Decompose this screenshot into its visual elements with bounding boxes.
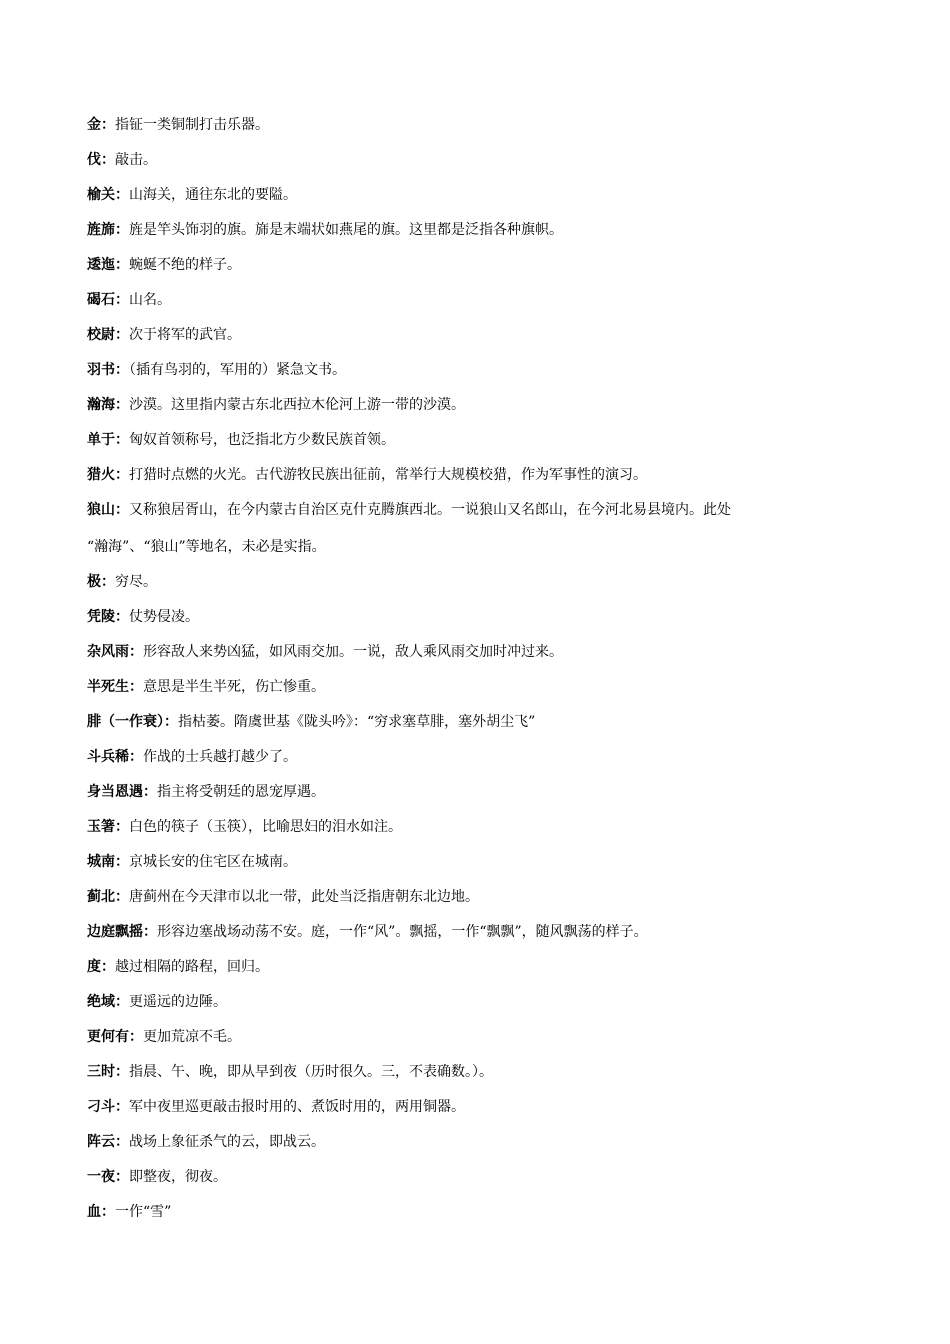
entry-term: 血 [87, 1204, 101, 1220]
entry-separator: ： [115, 994, 129, 1010]
entry-separator: ： [129, 1029, 143, 1045]
entry-definition: 更加荒凉不毛。 [143, 1029, 241, 1045]
entry-term: 榆关 [87, 187, 115, 203]
entry-separator: ： [115, 1064, 129, 1080]
entry-separator: ： [129, 644, 143, 660]
entry-term: 碣石 [87, 292, 115, 308]
glossary-entry [87, 326, 877, 345]
entry-term: 半死生 [87, 679, 129, 695]
entry-definition: 又称狼居胥山，在今内蒙古自治区克什克腾旗西北。一说狼山又名郎山，在今河北易县境内。此处 [129, 502, 731, 518]
entry-term: 极 [87, 574, 101, 590]
glossary-entry [87, 431, 877, 450]
glossary-entry [87, 466, 877, 485]
glossary-entry [87, 1098, 877, 1117]
glossary-entry [87, 1063, 877, 1082]
entry-separator: ： [115, 609, 129, 625]
entry-term: 狼山 [87, 502, 115, 518]
entry-separator: ： [115, 187, 129, 203]
entry-definition: 意思是半生半死，伤亡惨重。 [143, 679, 325, 695]
entry-separator: ： [101, 574, 115, 590]
entry-term: 玉箸 [87, 819, 115, 835]
entry-separator: ： [143, 784, 157, 800]
entry-definition: 越过相隔的路程，回归。 [115, 959, 269, 975]
entry-definition: 京城长安的住宅区在城南。 [129, 854, 297, 870]
entry-term: 一夜 [87, 1169, 115, 1185]
entry-separator: ： [115, 432, 129, 448]
glossary-entry [87, 923, 877, 942]
entry-separator: ： [143, 924, 157, 940]
entry-term: 杂风雨 [87, 644, 129, 660]
glossary-entry [87, 573, 877, 592]
entry-separator: ： [115, 1169, 129, 1185]
glossary-entry [87, 993, 877, 1012]
entry-definition: （插有鸟羽的，军用的）紧急文书。 [129, 362, 346, 378]
entry-term: 刁斗 [87, 1099, 115, 1115]
entry-term: 更何有 [87, 1029, 129, 1045]
entry-definition-continued: “瀚海”、“狼山”等地名，未必是实指。 [87, 539, 326, 555]
glossary-entry [87, 361, 877, 380]
entry-term: 凭陵 [87, 609, 115, 625]
entry-separator: ： [115, 1099, 129, 1115]
entry-definition: 打猎时点燃的火光。古代游牧民族出征前，常举行大规模校猎，作为军事性的演习。 [129, 467, 647, 483]
entry-definition: 作战的士兵越打越少了。 [143, 749, 297, 765]
entry-term: 度 [87, 959, 101, 975]
entry-term: 伐 [87, 152, 101, 168]
glossary-entry [87, 678, 877, 697]
entry-term: 金 [87, 117, 101, 133]
glossary-entry [87, 256, 877, 275]
entry-definition: 匈奴首领称号，也泛指北方少数民族首领。 [129, 432, 395, 448]
entry-term: 腓（一作衰） [87, 714, 164, 730]
entry-definition: 更遥远的边陲。 [129, 994, 227, 1010]
entry-term: 猎火 [87, 467, 115, 483]
glossary-entry [87, 608, 877, 627]
glossary-entry [87, 713, 877, 732]
entry-definition: 唐蓟州在今天津市以北一带，此处当泛指唐朝东北边地。 [129, 889, 479, 905]
glossary-entry [87, 396, 877, 415]
glossary-entry [87, 151, 877, 170]
entry-definition: 穷尽。 [115, 574, 157, 590]
entry-separator: ： [101, 1204, 115, 1220]
entry-definition: 沙漠。这里指内蒙古东北西拉木伦河上游一带的沙漠。 [129, 397, 465, 413]
glossary-entry [87, 116, 877, 135]
entry-definition: 蜿蜒不绝的样子。 [129, 257, 241, 273]
entry-separator: ： [115, 1134, 129, 1150]
entry-term: 边庭飘摇 [87, 924, 143, 940]
glossary-entry [87, 501, 877, 557]
entry-separator: ： [101, 959, 115, 975]
glossary-entry [87, 818, 877, 837]
entry-term: 逶迤 [87, 257, 115, 273]
glossary-list [87, 116, 877, 1238]
entry-definition: 山海关，通往东北的要隘。 [129, 187, 297, 203]
entry-definition: 指钲一类铜制打击乐器。 [115, 117, 269, 133]
entry-separator: ： [115, 889, 129, 905]
entry-term: 三时 [87, 1064, 115, 1080]
entry-term: 羽书 [87, 362, 115, 378]
entry-separator: ： [115, 292, 129, 308]
entry-term: 城南 [87, 854, 115, 870]
entry-definition: 白色的筷子（玉筷），比喻思妇的泪水如注。 [129, 819, 402, 835]
entry-definition: 军中夜里巡更敲击报时用的、煮饭时用的，两用铜器。 [129, 1099, 465, 1115]
glossary-entry [87, 1168, 877, 1187]
entry-term: 阵云 [87, 1134, 115, 1150]
entry-separator: ： [115, 467, 129, 483]
entry-definition: 次于将军的武官。 [129, 327, 241, 343]
entry-separator: ： [115, 819, 129, 835]
entry-term: 蓟北 [87, 889, 115, 905]
entry-term: 单于 [87, 432, 115, 448]
entry-definition: 仗势侵凌。 [129, 609, 199, 625]
entry-definition: 旌是竿头饰羽的旗。旆是末端状如燕尾的旗。这里都是泛指各种旗帜。 [129, 222, 563, 238]
entry-separator: ： [115, 502, 129, 518]
entry-separator: ： [129, 679, 143, 695]
entry-definition: 指枯萎。隋虞世基《陇头吟》：“穷求塞草腓，塞外胡尘飞” [178, 714, 536, 730]
entry-definition: 战场上象征杀气的云，即战云。 [129, 1134, 325, 1150]
entry-separator: ： [115, 257, 129, 273]
entry-separator: ： [115, 327, 129, 343]
glossary-entry [87, 1028, 877, 1047]
glossary-entry [87, 853, 877, 872]
entry-definition: 形容敌人来势凶猛，如风雨交加。一说，敌人乘风雨交加时冲过来。 [143, 644, 563, 660]
entry-term: 身当恩遇 [87, 784, 143, 800]
glossary-entry [87, 221, 877, 240]
glossary-entry [87, 888, 877, 907]
glossary-entry [87, 186, 877, 205]
glossary-entry [87, 643, 877, 662]
entry-separator: ： [115, 397, 129, 413]
entry-term: 校尉 [87, 327, 115, 343]
entry-separator: ： [129, 749, 143, 765]
entry-definition: 指晨、午、晚，即从早到夜（历时很久。三，不表确数。）。 [129, 1064, 493, 1080]
entry-separator: ： [101, 152, 115, 168]
entry-term: 旌旆 [87, 222, 115, 238]
entry-definition: 指主将受朝廷的恩宠厚遇。 [157, 784, 325, 800]
entry-term: 瀚海 [87, 397, 115, 413]
entry-term: 斗兵稀 [87, 749, 129, 765]
glossary-entry [87, 783, 877, 802]
entry-separator: ： [115, 362, 129, 378]
glossary-entry [87, 1133, 877, 1152]
entry-definition: 敲击。 [115, 152, 157, 168]
entry-definition: 山名。 [129, 292, 171, 308]
glossary-entry [87, 1203, 877, 1222]
glossary-entry [87, 748, 877, 767]
entry-definition: 形容边塞战场动荡不安。庭，一作“风”。飘摇，一作“飘飘”，随风飘荡的样子。 [157, 924, 648, 940]
entry-separator: ： [164, 714, 178, 730]
entry-separator: ： [115, 222, 129, 238]
entry-definition: 一作“雪” [115, 1204, 172, 1220]
entry-definition: 即整夜，彻夜。 [129, 1169, 227, 1185]
entry-separator: ： [101, 117, 115, 133]
glossary-entry [87, 958, 877, 977]
entry-term: 绝域 [87, 994, 115, 1010]
glossary-entry [87, 291, 877, 310]
entry-separator: ： [115, 854, 129, 870]
